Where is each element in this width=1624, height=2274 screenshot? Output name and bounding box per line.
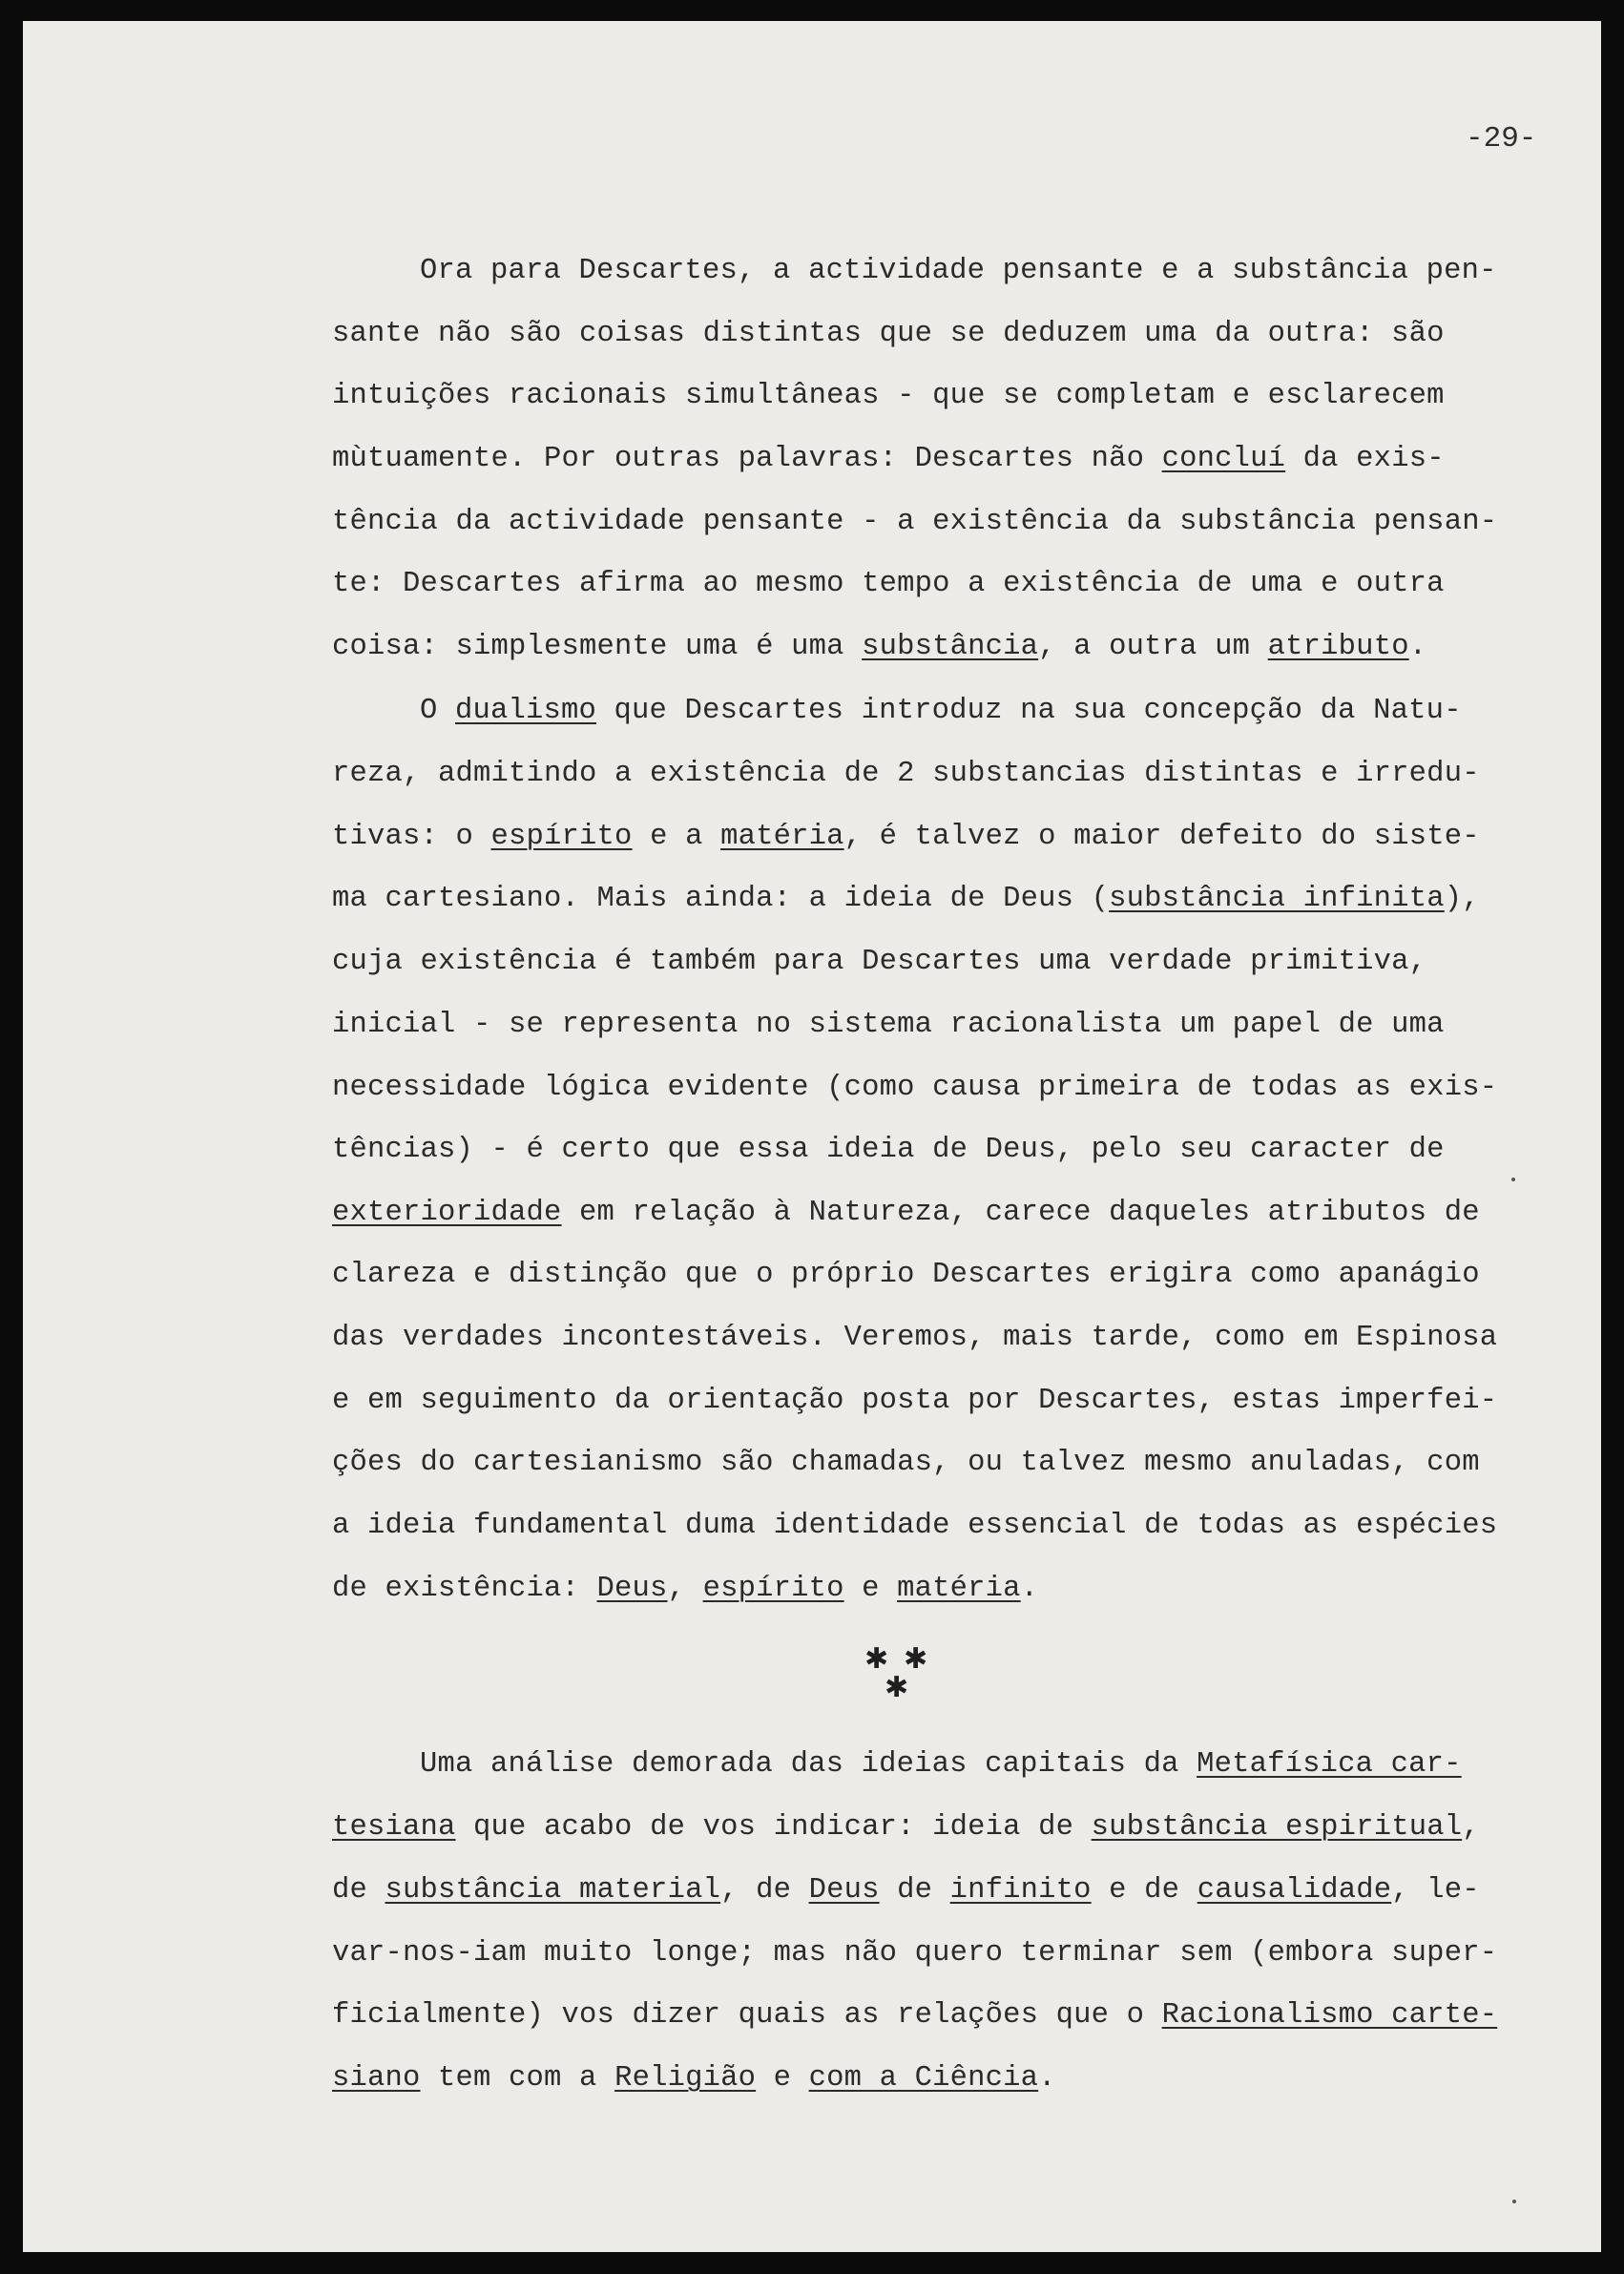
text-line: ficialmente) vos dizer quais as relações que o Racionalismo carte- [332, 1999, 1498, 2032]
text-line: tências) - é certo que essa ideia de Deus, pelo seu caracter de [332, 1134, 1445, 1166]
separator-star: ✱ [864, 1642, 889, 1676]
text-line: intuições racionais simultâneas - que se completam e esclarecem [332, 380, 1445, 412]
page-number: -29- [1466, 122, 1537, 156]
underlined-term: infinito [949, 1874, 1092, 1907]
underlined-term: dualismo [455, 695, 597, 727]
underlined-term: substância infinita [1109, 883, 1445, 915]
text-line: exterioridade em relação à Natureza, carece daqueles atributos de [332, 1197, 1480, 1229]
underlined-term: Racionalismo carte- [1161, 1999, 1498, 2032]
underlined-term: Deus [808, 1874, 880, 1907]
text-line: ções do cartesianismo são chamadas, ou talvez mesmo anuladas, com [332, 1447, 1480, 1479]
text-line: das verdades incontestáveis. Veremos, mais tarde, como em Espinosa [332, 1322, 1498, 1354]
speck [1511, 1178, 1515, 1181]
text-line: siano tem com a Religião e com a Ciência. [332, 2062, 1056, 2095]
underlined-term: exterioridade [332, 1197, 562, 1229]
text-line: ma cartesiano. Mais ainda: a ideia de Deus (substância infinita), [332, 883, 1480, 915]
text-line: tesiana que acabo de vos indicar: ideia de substância espiritual, [332, 1811, 1480, 1844]
underlined-term: atributo [1267, 631, 1409, 663]
text-line: sante não são coisas distintas que se deduzem uma da outra: são [332, 318, 1445, 350]
text-line: cuja existência é também para Descartes uma verdade primitiva, [332, 946, 1427, 978]
underlined-term: espírito [490, 821, 633, 853]
separator-star: ✱ [885, 1671, 909, 1704]
text-line: var-nos-iam muito longe; mas não quero terminar sem (embora super- [332, 1937, 1498, 1970]
underlined-term: com a Ciência [808, 2062, 1039, 2095]
text-line: reza, admitindo a existência de 2 substancias distintas e irredu- [332, 758, 1480, 790]
underlined-term: Religião [614, 2062, 757, 2095]
underlined-term: Metafísica car- [1197, 1748, 1462, 1781]
underlined-term: siano [332, 2062, 421, 2095]
text-line: e em seguimento da orientação posta por Descartes, estas imperfei- [332, 1385, 1498, 1417]
underlined-term: Deus [596, 1573, 668, 1605]
text-line: te: Descartes afirma ao mesmo tempo a existência de uma e outra [332, 568, 1445, 600]
underlined-term: matéria [720, 821, 844, 853]
underlined-term: espírito [702, 1573, 844, 1605]
speck [1512, 2200, 1516, 2203]
underlined-term: substância espiritual [1091, 1811, 1463, 1844]
text-line: de substância material, de Deus de infinito e de causalidade, le- [332, 1874, 1480, 1907]
text-line: tivas: o espírito e a matéria, é talvez o maior defeito do siste- [332, 821, 1480, 853]
text-line: coisa: simplesmente uma é uma substância, a outra um atributo. [332, 631, 1427, 663]
underlined-term: substância material [385, 1874, 721, 1907]
text-line: O dualismo que Descartes introduz na sua concepção da Natu- [420, 695, 1462, 727]
text-line: inicial - se representa no sistema racionalista um papel de uma [332, 1009, 1445, 1041]
underlined-term: substância [862, 631, 1039, 663]
underlined-term: concluí [1161, 443, 1286, 475]
text-line: mùtuamente. Por outras palavras: Descartes não concluí da exis- [332, 443, 1445, 475]
text-line: necessidade lógica evidente (como causa primeira de todas as exis- [332, 1072, 1498, 1104]
text-line: a ideia fundamental duma identidade essencial de todas as espécies [332, 1510, 1498, 1542]
text-line: tência da actividade pensante - a existência da substância pensan- [332, 506, 1498, 538]
text-line: clareza e distinção que o próprio Descartes erigira como apanágio [332, 1259, 1480, 1291]
underlined-term: tesiana [332, 1811, 456, 1844]
underlined-term: causalidade [1197, 1874, 1392, 1907]
separator-star: ✱ [904, 1642, 928, 1676]
text-line: Uma análise demorada das ideias capitais da Metafísica car- [420, 1748, 1462, 1781]
underlined-term: matéria [897, 1573, 1021, 1605]
text-line: de existência: Deus, espírito e matéria. [332, 1573, 1039, 1605]
text-line: Ora para Descartes, a actividade pensante e a substância pen- [420, 255, 1497, 287]
document-page [23, 21, 1601, 2252]
